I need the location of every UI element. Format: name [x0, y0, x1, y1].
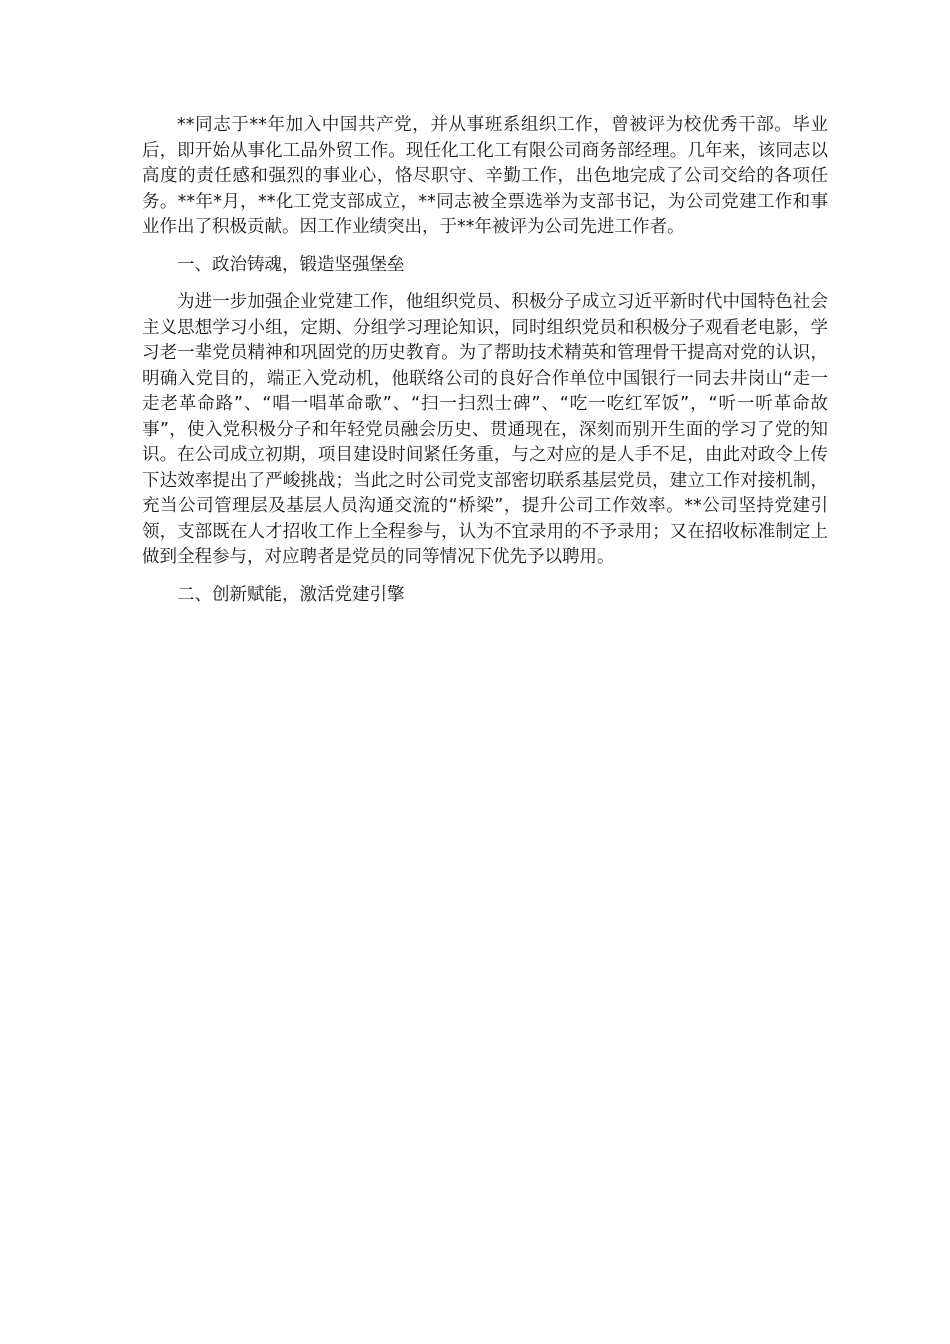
section-heading-2: 二、创新赋能，激活党建引擎 — [177, 584, 405, 605]
intro-paragraph: **同志于**年加入中国共产党，并从事班系组织工作，曾被评为校优秀干部。毕业后，即开始从事化工品外贸工作。现任化工化工有限公司商务部经理。几年来，该同志以高度的责任感和强烈的事业心，恪尽职守、辛勤工作，出色地完成了公司交给的各项任务。**年*月，**化工党支部成立，**同志被全票选举为支部书记，为公司党建工作和事业作出了积极贡献。因工作业绩突出，于**年被评为公司先进工作者。 — [142, 115, 828, 237]
section-1-paragraph: 为进一步加强企业党建工作，他组织党员、积极分子成立习近平新时代中国特色社会主义思想学习小组，定期、分组学习理论知识，同时组织党员和积极分子观看老电影，学习老一辈党员精神和巩固党的历史教育。为了帮助技术精英和管理骨干提高对党的认识，明确入党目的，端正入党动机，他联络公司的良好合作单位中国银行一同去井岗山“走一走老革命路”、“唱一唱革命歌”、“扫一扫烈士碑”、“吃一吃红军饭”，“听一听革命故事”，使入党积极分子和年轻党员融会历史、贯通现在，深刻而别开生面的学习了党的知识。在公司成立初期，项目建设时间紧任务重，与之对应的是人手不足，由此对政令上传下达效率提出了严峻挑战；当此之时公司党支部密切联系基层党员，建立工作对接机制，充当公司管理层及基层人员沟通交流的“桥梁”，提升公司工作效率。**公司坚持党建引领，支部既在人才招收工作上全程参与，认为不宜录用的不予录用；又在招收标准制定上做到全程参与，对应聘者是党员的同等情况下优先予以聘用。 — [142, 292, 828, 567]
section-heading-1: 一、政治铸魂，锻造坚强堡垒 — [177, 254, 405, 275]
document-page — [142, 113, 828, 620]
